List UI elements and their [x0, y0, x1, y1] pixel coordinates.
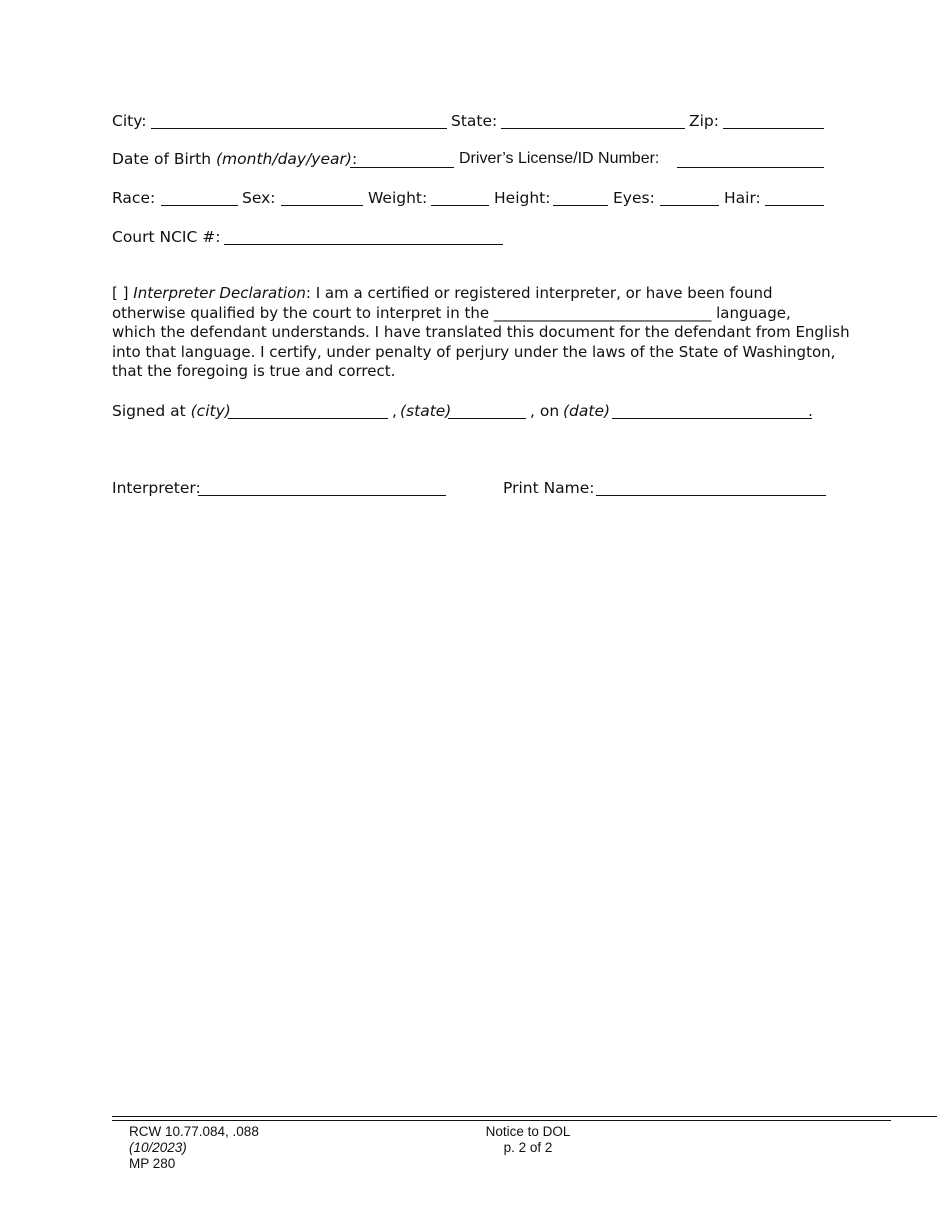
footer-center: [448, 1124, 608, 1156]
sex-label: Sex:: [242, 189, 276, 207]
footer-rule-bottom: [112, 1120, 891, 1121]
state-field[interactable]: [501, 128, 685, 129]
eyes-field[interactable]: [660, 205, 719, 206]
dob-label-text: Date of Birth: [112, 150, 212, 168]
city-field[interactable]: [151, 128, 447, 129]
interpreter-signature-field[interactable]: [198, 495, 446, 496]
footer-left: [129, 1124, 259, 1172]
declaration-title: Interpreter Declaration: [133, 284, 306, 302]
zip-label: Zip:: [689, 112, 719, 130]
weight-label: Weight:: [368, 189, 428, 207]
signed-at-label: [112, 402, 231, 420]
footer-date: (10/2023): [129, 1140, 187, 1155]
dob-label: [112, 150, 357, 168]
dob-field[interactable]: [350, 167, 454, 168]
signed-state-label: (state): [400, 402, 452, 420]
eyes-label: Eyes:: [613, 189, 655, 207]
signed-date-field[interactable]: [612, 418, 812, 419]
footer-page: p. 2 of 2: [503, 1140, 553, 1155]
declaration-line-2: otherwise qualified by the court to interpret in the _____________________________ language,: [112, 303, 791, 322]
print-name-label: Print Name:: [503, 479, 595, 497]
signed-on: , on: [530, 402, 560, 420]
signed-prefix: Signed at: [112, 402, 186, 420]
interpreter-declaration: [112, 284, 850, 382]
height-field[interactable]: [553, 205, 608, 206]
signed-period: .: [808, 402, 813, 420]
declaration-line-1-text: : I am a certified or registered interpreter, or have been found: [305, 284, 773, 302]
weight-field[interactable]: [431, 205, 489, 206]
footer-rule-top: [112, 1116, 937, 1117]
height-label: Height:: [494, 189, 551, 207]
race-field[interactable]: [161, 205, 238, 206]
signed-comma: ,: [392, 402, 397, 420]
license-field[interactable]: [677, 167, 824, 168]
sex-field[interactable]: [281, 205, 363, 206]
hair-field[interactable]: [765, 205, 824, 206]
ncic-label: Court NCIC #:: [112, 228, 221, 246]
hair-label: Hair:: [724, 189, 761, 207]
footer-rcw: RCW 10.77.084, .088: [129, 1124, 259, 1139]
declaration-checkbox[interactable]: [ ]: [112, 284, 129, 302]
interpreter-label: Interpreter:: [112, 479, 201, 497]
race-label: Race:: [112, 189, 156, 207]
signed-state-field[interactable]: [448, 418, 526, 419]
city-label: City:: [112, 112, 147, 130]
footer-title: Notice to DOL: [485, 1124, 571, 1139]
signed-date-label: (date): [563, 402, 611, 420]
zip-field[interactable]: [723, 128, 824, 129]
footer-form-number: MP 280: [129, 1156, 176, 1171]
declaration-line-4: into that language. I certify, under penalty of perjury under the laws of the State of Washington,: [112, 342, 836, 361]
license-label: Driver’s License/ID Number:: [459, 150, 660, 167]
ncic-field[interactable]: [224, 244, 503, 245]
signed-city-label: (city): [190, 402, 231, 420]
declaration-line-5: that the foregoing is true and correct.: [112, 362, 396, 380]
declaration-line-1: [112, 284, 773, 302]
print-name-field[interactable]: [596, 495, 826, 496]
state-label: State:: [451, 112, 498, 130]
declaration-line-3: which the defendant understands. I have translated this document for the defendant from English: [112, 323, 850, 341]
signed-city-field[interactable]: [228, 418, 388, 419]
dob-colon: :: [351, 150, 358, 168]
dob-format: (month/day/year): [216, 150, 352, 168]
